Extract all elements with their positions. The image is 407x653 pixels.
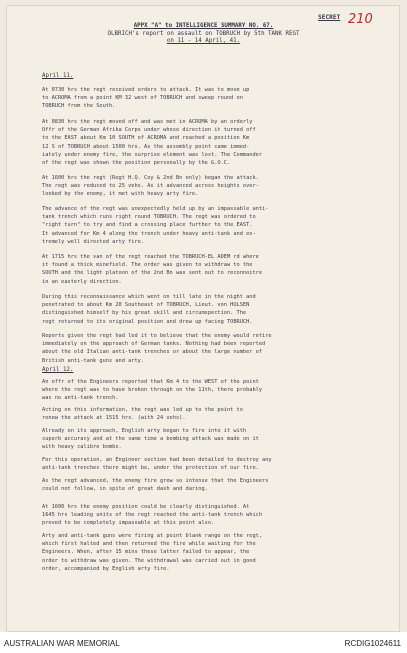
date-heading: April 12. [42, 367, 74, 373]
text-line: At 1715 hrs the van of the regt reached the TOBRUCH-EL ADEM rd where [42, 254, 259, 260]
text-line: about the old Italian anti-tank trenches or about the large number of [42, 349, 263, 356]
paragraph [42, 332, 386, 365]
text-line: of the regt was shown the position personally by the G.O.C. [42, 160, 231, 167]
paragraph [42, 174, 386, 199]
text-line: As the regt advanced, the enemy fire grew so intense that the Engineers [42, 478, 269, 484]
text-line: distinguished himself by his great skill and circumspection. The [42, 310, 247, 317]
text-line: The advance of the regt was unexpectedly held up by an impassable anti- [42, 206, 269, 212]
text-line: anti-tank trenches there might be, under the protection of our fire. [42, 465, 259, 472]
archive-footer [0, 632, 407, 653]
text-line: It advanced for Km 4 along the trench under heavy anti-tank and ex- [42, 230, 256, 237]
text-line: in an easterly direction. [42, 278, 122, 285]
text-line: At 1600 hrs the enemy position could be clearly distinguished. At [42, 504, 250, 510]
text-line: Arty and anti-tank guns were firing at point blank range on the regt, [42, 533, 263, 539]
text-line: renew the attack at 1515 hrs. (with 24 vehs). [42, 415, 186, 422]
text-line: tremely well directed arty fire. [42, 238, 145, 245]
archive-name: AUSTRALIAN WAR MEMORIAL [4, 639, 120, 648]
paragraph [42, 456, 386, 472]
date-heading: April 11. [42, 73, 74, 79]
text-line: could not follow, in spite of great dash and daring. [42, 486, 208, 493]
text-line: looked by the enemy, it met with heavy arty fire. [42, 191, 199, 198]
text-line: 1645 hrs leading units of the regt reached the anti-tank trench which [42, 512, 263, 519]
paragraph [42, 293, 386, 326]
text-line: During this reconnaissance which went on till late in the night and [42, 294, 256, 300]
text-line: superb accuracy and at the same time a bombing attack was made on it [42, 436, 259, 443]
text-line: tank trench which runs right round TOBRUCH. The regt was ordered to [42, 214, 256, 221]
text-line: For this operation, an Engineer section had been detailed to destroy any [42, 457, 272, 463]
text-line: regt returned to its original position and drew up facing TOBRUCH. [42, 318, 253, 325]
text-line: to the EAST about Km 10 SOUTH of ACROMA and reached a position Km [42, 135, 250, 142]
paragraph [42, 427, 386, 452]
paragraph [42, 118, 386, 167]
text-line: which first halted and then returned the fire while waiting for the [42, 541, 256, 548]
text-line: The regt was reduced to 25 vehs. As it advanced across heights over- [42, 183, 259, 190]
text-line: proved to be completely impassable at this point also. [42, 520, 215, 527]
text-line: where the regt was to have broken through on the 11th, there probably [42, 387, 263, 394]
document-subtitle-dates: on 11 - 14 April, 41. [166, 38, 241, 44]
text-line: At 0730 hrs the regt received orders to attack. It was to move up [42, 87, 250, 93]
text-line: Engineers. When, after 15 mins these latter failed to appear, the [42, 549, 250, 556]
paragraph [42, 253, 386, 286]
paragraph [42, 532, 386, 573]
text-line: TOBRUCH from the South. [42, 103, 116, 110]
document-subtitle: OLBRICH's report on assault on TOBRUCH by 5th TANK REGT [107, 31, 300, 37]
text-line: British anti-tank guns and arty. [42, 357, 145, 364]
document-title: APPX "A" to INTELLIGENCE SUMMARY NO. 67. [133, 23, 274, 29]
paragraph [42, 477, 386, 493]
text-line: penetrated to about Km 20 Southeast of TOBRUCH, Lieut. von HULSEN [42, 302, 250, 309]
text-line: Reports given the regt had led it to believe that the enemy would retire [42, 333, 272, 339]
text-line: was no anti-tank trench. [42, 395, 119, 402]
paragraph [42, 406, 386, 422]
text-line: to ACROMA from a point KM 32 west of TOBRUCH and sweep round on [42, 95, 243, 102]
text-line: An offr of the Engineers reported that Km 4 to the WEST of the point [42, 379, 259, 385]
text-line: it found a thick minefield. The order was given to withdraw to the [42, 262, 253, 269]
text-line: 12 S of TOBRUCH about 1500 hrs. As the assembly point came immed- [42, 143, 250, 150]
paragraph [42, 86, 386, 111]
paragraph [42, 503, 386, 528]
handwritten-page-number: 210 [348, 12, 373, 27]
text-line: with heavy calibre bombs. [42, 444, 122, 451]
text-line: SOUTH and the light platoon of the 2nd Bn was sent out to reconnoitre [42, 270, 263, 277]
text-line: immediately on the approach of German tanks. Nothing had been reported [42, 341, 266, 348]
text-line: Acting on this information, the regt was led up to the point to [42, 407, 243, 413]
text-line: order, accompanied by English arty fire. [42, 565, 170, 572]
text-line: "right turn" to try and find a crossing place further to the EAST. [42, 222, 253, 229]
text-line: Already on its approach, English arty began to fire into it with [42, 428, 247, 434]
paragraph [42, 378, 386, 403]
text-line: At 0830 hrs the regt moved off and was met in ACROMA by an orderly [42, 119, 253, 125]
text-line: Offr of the German Afrika Corps under whose direction it turned off [42, 127, 256, 134]
text-line: iately under enemy fire, the surprise element was lost. The Commander [42, 151, 263, 158]
paragraph [42, 205, 386, 246]
classification-stamp: SECRET [318, 14, 341, 21]
text-line: At 1600 hrs the regt (Regt H.Q. Coy & 2nd Bn only) began the attack. [42, 175, 259, 181]
text-line: order to withdraw was given. The withdrawal was carried out in good [42, 557, 256, 564]
archive-id: RCDIG1024611 [344, 639, 401, 648]
